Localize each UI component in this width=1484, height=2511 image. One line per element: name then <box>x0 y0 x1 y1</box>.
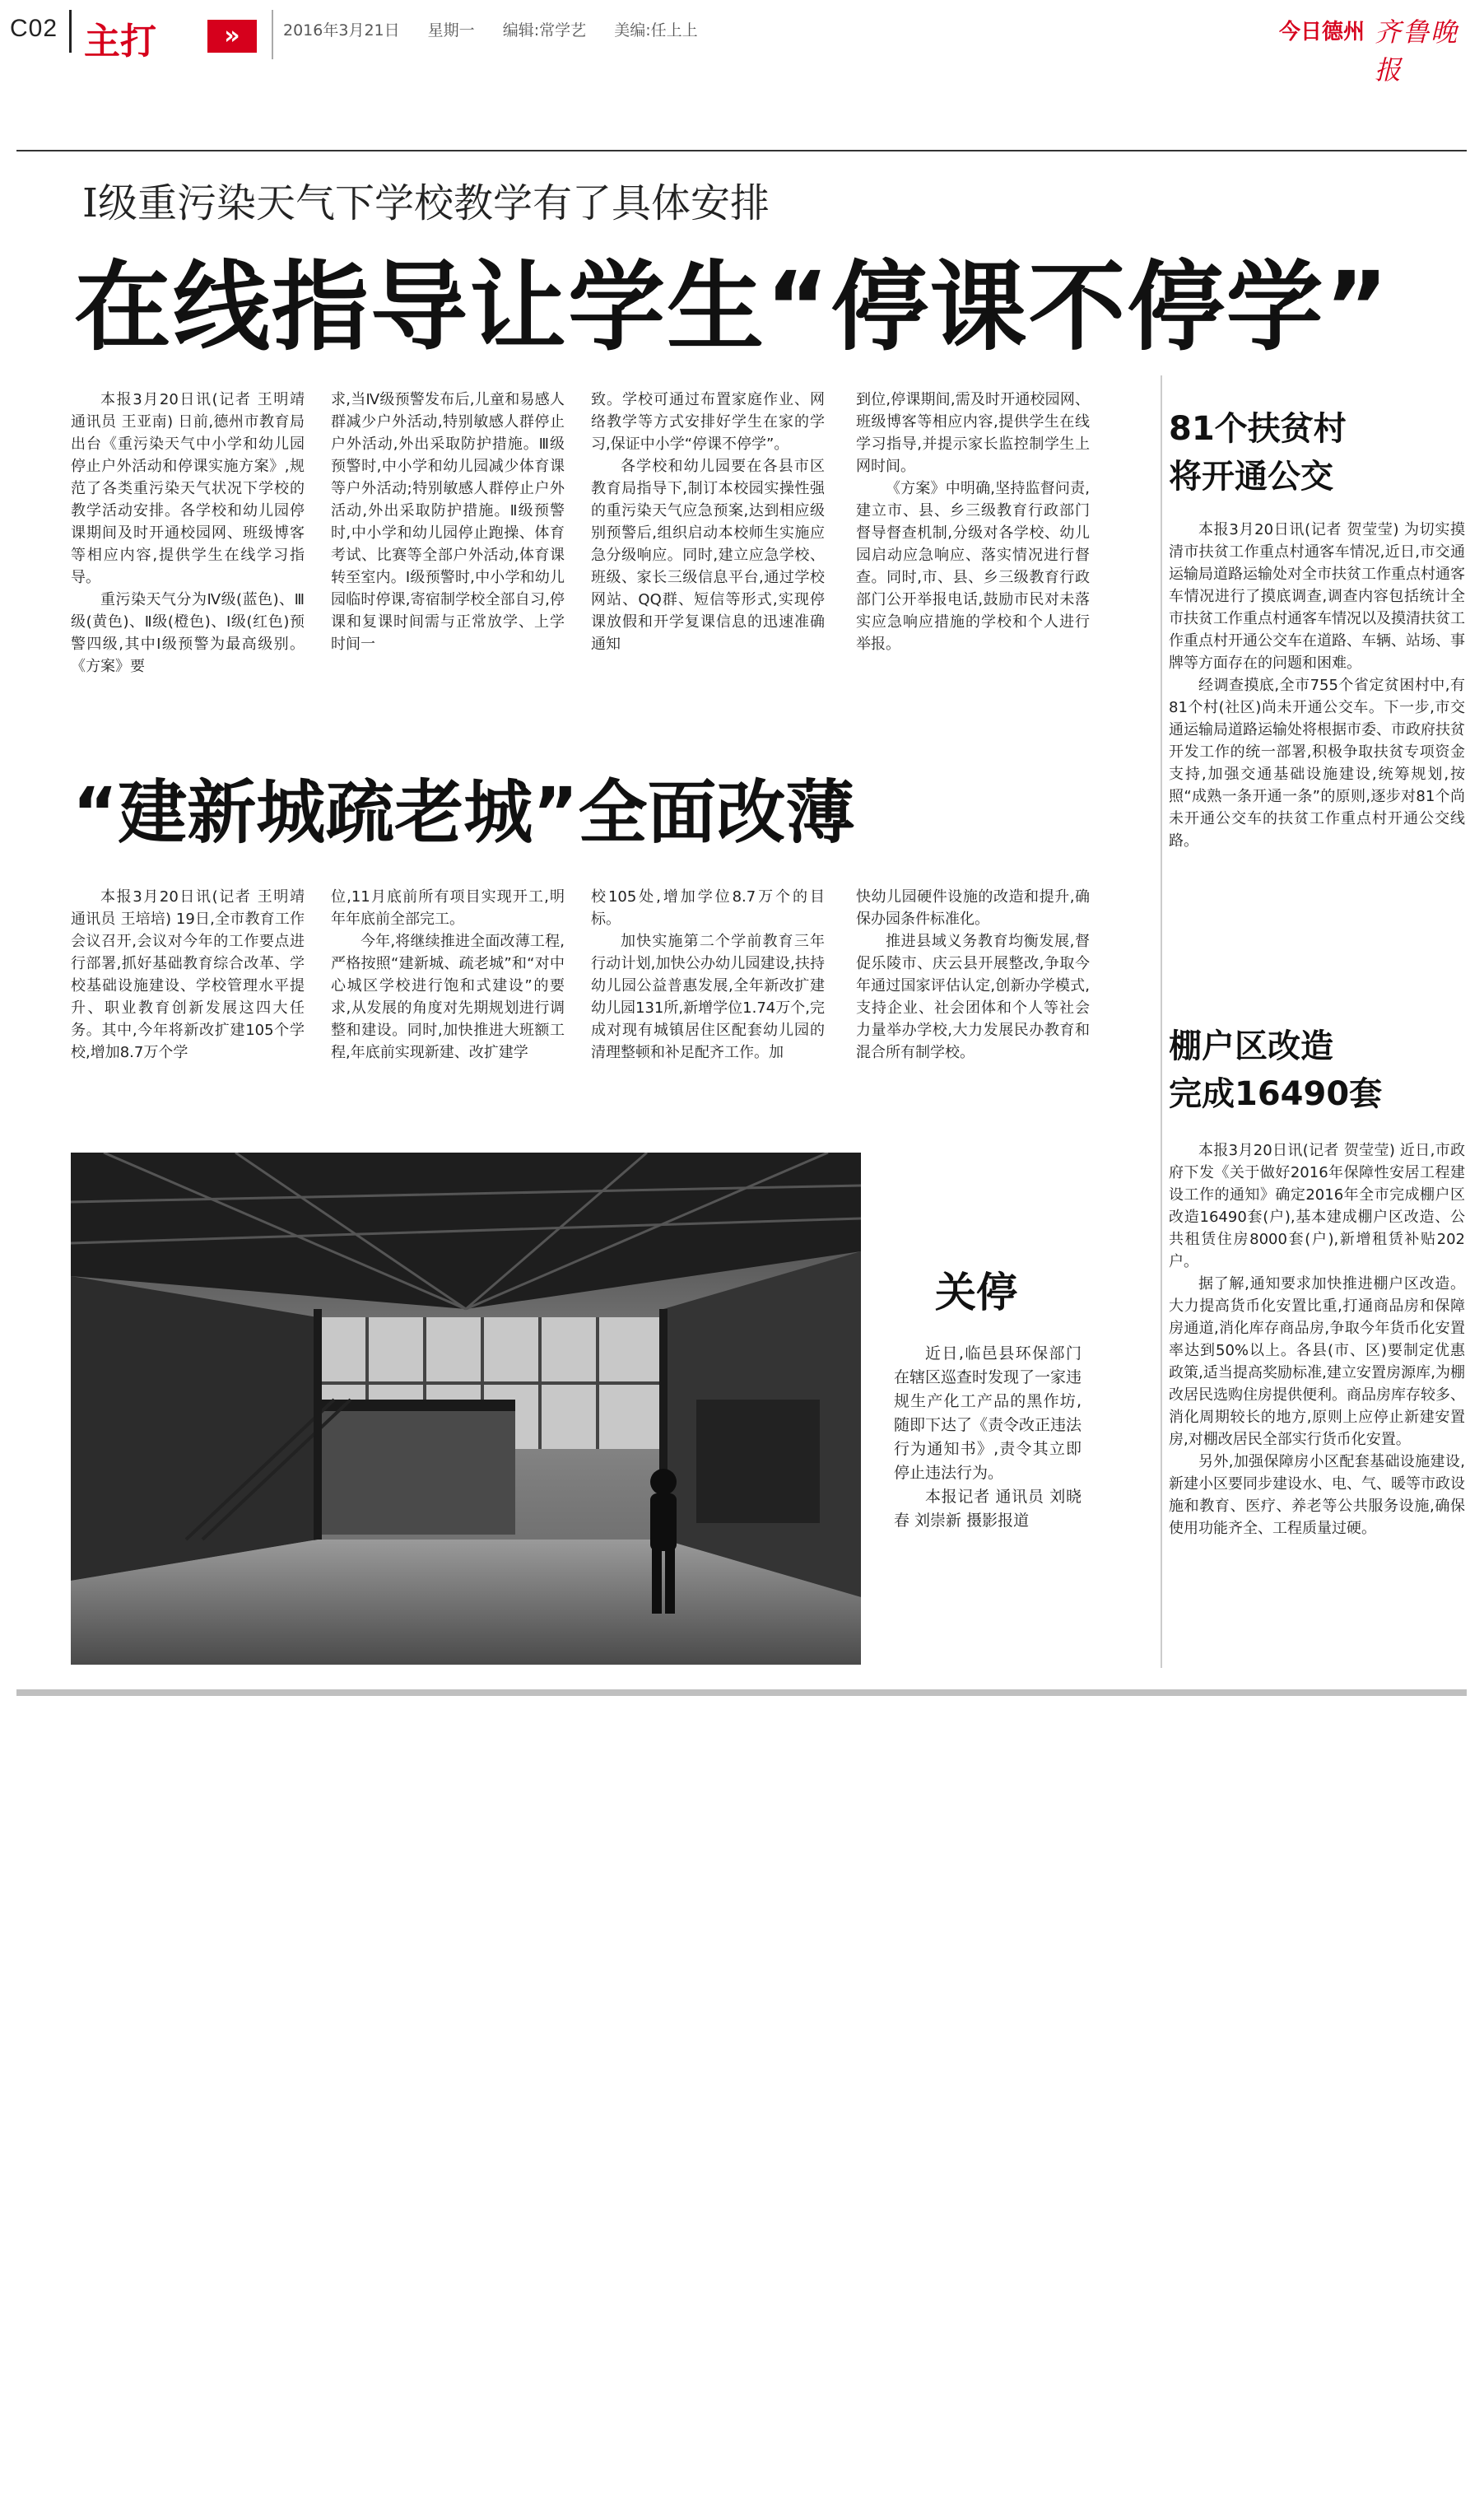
header-divider-2 <box>272 10 273 59</box>
story1-paragraph: 重污染天气分为Ⅳ级(蓝色)、Ⅲ级(黄色)、Ⅱ级(橙色)、Ⅰ级(红色)预警四级,其中Ⅰ级预警为最高级别。《方案》要 <box>71 591 305 675</box>
story2-headline: “建新城疏老城”全面改薄 <box>72 772 855 853</box>
story1-paragraph: 到位,停课期间,需及时开通校园网、班级博客等相应内容,提供学生在线学习指导,并提示家长监控制学生上网时间。 <box>856 391 1090 475</box>
story2-paragraph: 本报3月20日讯(记者 王明靖 通讯员 王培培) 19日,全市教育工作会议召开,会议对今年的工作要点进行部署,抓好基础教育综合改革、学校基础设施建设、学校管理水平提升、职业教育创新发展这四大任务。其中,今年将新改扩建105个学校,增加8.7万个学 <box>71 888 305 1061</box>
story2-paragraph: 今年,将继续推进全面改薄工程,严格按照“建新城、疏老城”和“对中心城区学校进行饱和式建设”的要求,从发展的角度对先期规划进行调整和建设。同时,加快推进大班额工程,年底前实现新建、改扩建学 <box>331 933 565 1061</box>
side2-title <box>1169 1023 1465 1118</box>
side1-title-line1: 81个扶贫村 <box>1169 410 1347 448</box>
side1-title-line2: 将开通公交 <box>1169 458 1333 496</box>
side1-body <box>1169 519 1465 852</box>
designer-credit: 美编:任上上 <box>614 21 698 40</box>
story2-paragraph: 校105处,增加学位8.7万个的目标。 <box>591 888 825 928</box>
story1-paragraph: 各学校和幼儿园要在各县市区教育局指导下,制订本校园实操性强的重污染天气应急预案,达到相应级别预警后,组织启动本校师生实施应急分级响应。同时,建立应急学校、班级、家长三级信息平台,通过学校网站、QQ群、短信等形式,实现停课放假和开学复课信息的迅速准确通知 <box>591 458 825 653</box>
news-photo <box>71 1153 861 1665</box>
side2-paragraph: 本报3月20日讯(记者 贺莹莹) 近日,市政府下发《关于做好2016年保障性安居工程建设工作的通知》确定2016年全市完成棚户区改造16490套(户),基本建成棚户区改造、公共租赁住房8000套(户),新增租赁补贴202户。 <box>1169 1142 1465 1270</box>
story1-paragraph: 致。学校可通过布置家庭作业、网络教学等方式安排好学生在家的学习,保证中小学“停课不停学”。 <box>591 391 825 453</box>
region-label: 今日德州 <box>1279 20 1365 44</box>
story1-paragraph: 求,当Ⅳ级预警发布后,儿童和易感人群减少户外活动,特别敏感人群停止户外活动,外出采取防护措施。Ⅲ级预警时,中小学和幼儿园减少体育课等户外活动;特别敏感人群停止户外活动,外出采取防护措施。Ⅱ级预警时,中小学和幼儿园停止跑操、体育考试、比赛等全部户外活动,体育课转至室内。Ⅰ级预警时,中小学和幼儿园临时停课,寄宿制学校全部自习,停课和复课时间需与正常放学、上学时间一 <box>331 391 565 653</box>
header-divider <box>69 10 72 53</box>
page-number: C02 <box>10 15 58 42</box>
section-arrow-icon: » <box>207 20 257 53</box>
photo-caption <box>894 1342 1082 1533</box>
story2-paragraph: 位,11月底前所有项目实现开工,明年年底前全部完工。 <box>331 888 565 928</box>
story1-column-1 <box>71 389 305 678</box>
issue-weekday: 星期一 <box>427 21 475 40</box>
bottom-rule <box>16 1689 1467 1696</box>
story2-paragraph: 加快实施第二个学前教育三年行动计划,加快公办幼儿园建设,扶持幼儿园公益普惠发展,全年新改扩建幼儿园131所,新增学位1.74万个,完成对现有城镇居住区配套幼儿园的清理整顿和补足配齐工作。加 <box>591 933 825 1061</box>
story2-column-2 <box>331 886 565 1064</box>
side1-title <box>1169 405 1465 501</box>
side2-body <box>1169 1139 1465 1540</box>
issue-date: 2016年3月21日 <box>283 21 400 40</box>
story2-paragraph: 推进县域义务教育均衡发展,督促乐陵市、庆云县开展整改,争取今年通过国家评估认定,创新办学模式,支持企业、社会团体和个人等社会力量举办学校,大力发展民办教育和混合所有制学校。 <box>856 933 1090 1061</box>
photo-title: 关停 <box>935 1269 1017 1316</box>
story1-column-4 <box>856 389 1090 655</box>
story1-column-2 <box>331 389 565 655</box>
photo-caption-text: 近日,临邑县环保部门在辖区巡查时发现了一家违规生产化工产品的黑作坊,随即下达了《责令改正违法行为通知书》,责令其立即停止违法行为。 <box>894 1344 1082 1482</box>
side2-paragraph: 据了解,通知要求加快推进棚户区改造。大力提高货币化安置比重,打通商品房和保障房通道,消化库存商品房,争取今年货币化安置率达到50%以上。各县(市、区)要制定优惠政策,适当提高奖励标准,建立安置房源库,为棚改居民选购住房提供便利。商品房库存较多、消化周期较长的地方,原则上应停止新建安置房,对棚改居民全部实行货币化安置。 <box>1169 1275 1465 1448</box>
top-rule <box>16 150 1467 151</box>
factory-interior-photo <box>71 1153 861 1665</box>
story2-column-1 <box>71 886 305 1064</box>
side2-title-line1: 棚户区改造 <box>1169 1027 1333 1065</box>
section-label: 主打 <box>84 21 156 63</box>
story1-headline: 在线指导让学生“停课不停学” <box>74 250 1391 364</box>
story1-column-3 <box>591 389 825 655</box>
story1-kicker: Ⅰ级重污染天气下学校教学有了具体安排 <box>82 180 770 226</box>
side2-paragraph: 另外,加强保障房小区配套基础设施建设,新建小区要同步建设水、电、气、暖等市政设施和教育、医疗、养老等公共服务设施,确保使用功能齐全、工程质量过硬。 <box>1169 1453 1465 1537</box>
editor-credit: 编辑:常学艺 <box>502 21 587 40</box>
story1-paragraph: 本报3月20日讯(记者 王明靖 通讯员 王亚南) 日前,德州市教育局出台《重污染天气中小学和幼儿园停止户外活动和停课实施方案》,规范了各类重污染天气状况下学校的教学活动安排。各学校和幼儿园停课期间及时开通校园网、班级博客等相应内容,提供学生在线学习指导。 <box>71 391 305 586</box>
photo-credit: 本报记者 通讯员 刘晓春 刘崇新 摄影报道 <box>894 1488 1082 1530</box>
story2-column-4 <box>856 886 1090 1064</box>
story2-paragraph: 快幼儿园硬件设施的改造和提升,确保办园条件标准化。 <box>856 888 1090 928</box>
side2-title-line2: 完成16490套 <box>1169 1075 1383 1113</box>
sidebar-divider <box>1161 375 1162 1668</box>
side1-paragraph: 经调查摸底,全市755个省定贫困村中,有81个村(社区)尚未开通公交车。下一步,市交通运输局道路运输处将根据市委、市政府扶贫开发工作的统一部署,积极争取扶贫专项资金支持,加强交通基础设施建设,统筹规划,按照“成熟一条开通一条”的原则,逐步对81个尚未开通公交车的扶贫工作重点村开通公交线路。 <box>1169 677 1465 850</box>
side1-paragraph: 本报3月20日讯(记者 贺莹莹) 为切实摸清市扶贫工作重点村通客车情况,近日,市交通运输局道路运输处对全市扶贫工作重点村通客车情况进行了摸底调查,调查内容包括统计全市扶贫工作重点村通客车情况以及摸清扶贫工作重点村开通公交车在道路、车辆、站场、事牌等方面存在的问题和困难。 <box>1169 521 1465 672</box>
header-meta <box>283 18 721 40</box>
story2-column-3 <box>591 886 825 1064</box>
newspaper-logo: 齐鲁晚报 <box>1375 16 1459 86</box>
story1-paragraph: 《方案》中明确,坚持监督问责,建立市、县、乡三级教育行政部门督导督查机制,分级对各学校、幼儿园启动应急响应、落实情况进行督查。同时,市、县、乡三级教育行政部门公开举报电话,鼓励市民对未落实应急响应措施的学校和个人进行举报。 <box>856 480 1090 653</box>
